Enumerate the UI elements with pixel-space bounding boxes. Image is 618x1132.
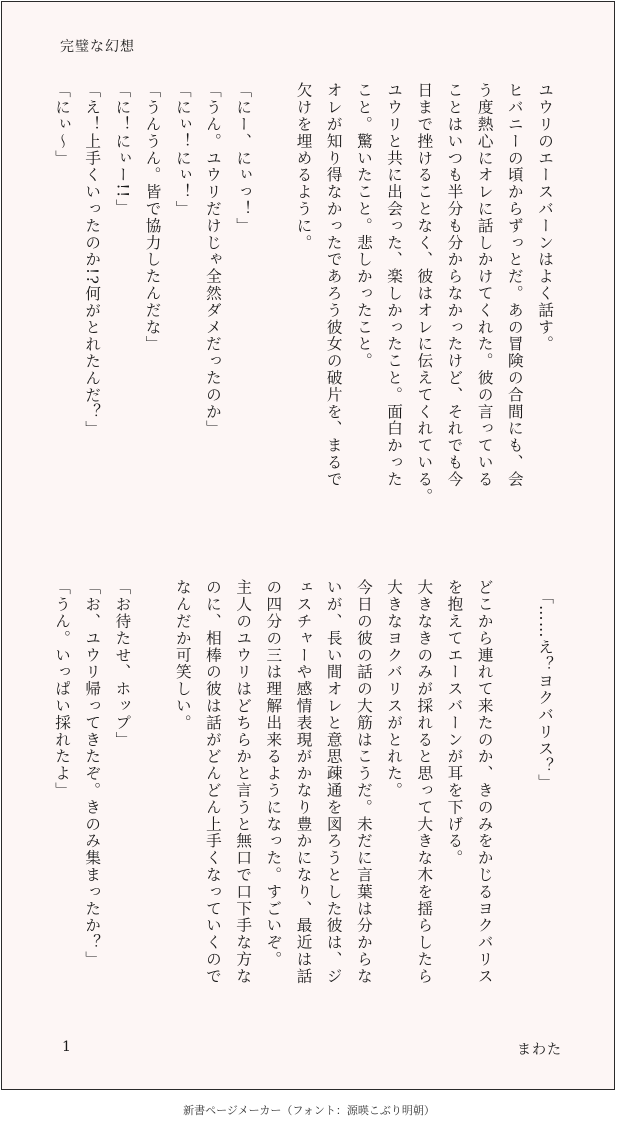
text-column: ユウリと共に出会った、楽しかったこと。面白かった [385, 82, 404, 488]
text-column: 「にぃ！にぃ！」 [173, 82, 192, 218]
text-column: 「に！にぃー!!」 [113, 82, 132, 216]
text-column: ヒバニーの頃からずっとだ。あの冒険の合間にも、会 [505, 82, 524, 488]
text-column: ユウリのエースバーンはよく話す。 [536, 82, 554, 353]
text-column: 「お待たせ、ホップ」 [113, 579, 132, 748]
book-page [1, 1, 615, 1090]
text-column: 「うんうん。皆で協力したんだな」 [143, 82, 162, 353]
text-column: 大きなきのみが採れると思って大きな木を揺らしたら [415, 579, 434, 985]
text-column: ことはいつも半分も分からなかったけど、それでも今 [445, 82, 464, 488]
text-column: 「……え？ヨクバリス？」 [536, 579, 554, 791]
text-column: 「うん。いっぱい採れたよ」 [53, 579, 71, 799]
text-column: こと。驚いたこと。悲しかったこと。 [354, 82, 373, 370]
generator-credit: 新書ページメーカー（フォント：源暎こぶり明朝） [183, 1104, 435, 1117]
text-column: 「お、ユウリ帰ってきたぞ。きのみ集まったか？」 [83, 579, 102, 968]
text-column: の四分の三は理解出来るようになった。すごいぞ。 [264, 579, 283, 968]
text-column: う度熱心にオレに話しかけてくれた。彼の言っている [475, 82, 494, 488]
text-column: 「うん。ユウリだけじゃ全然ダメだったのか」 [203, 82, 222, 437]
text-column: オレが知り得なかったであろう彼女の破片を、まるで [324, 82, 343, 488]
page-title: 完璧な幻想 [60, 39, 135, 55]
text-column: ェスチャーや感情表現がかなり豊かになり、最近は話 [294, 579, 313, 985]
text-column: どこから連れて来たのか、きのみをかじるヨクバリス [475, 579, 494, 985]
text-column [500, 579, 530, 985]
author-name: まわた [517, 1042, 562, 1058]
text-column: いが、長い間オレと意思疎通を図ろうとした彼は、ジ [324, 579, 343, 985]
text-column: 今日の彼の話の大筋はこうだ。未だに言葉は分からな [354, 579, 373, 985]
text-column: のに、相棒の彼は話がどんどん上手くなっていくので [203, 579, 222, 985]
text-column [137, 579, 167, 985]
page-number: 1 [62, 1039, 71, 1055]
text-block-top [47, 82, 560, 505]
text-column: 欠けを埋めるように。 [294, 82, 313, 251]
text-column: 主人のユウリはどちらかと言うと無口で口下手な方な [234, 579, 253, 985]
text-column: 「にぃ〜」 [53, 82, 71, 167]
text-column [258, 82, 288, 505]
text-column: 「え！上手くいったのか!?何がとれたんだ？」 [83, 82, 102, 438]
text-block-bottom [47, 579, 560, 985]
text-column: なんだか可笑しい。 [173, 579, 192, 732]
text-column: 大きなヨクバリスがとれた。 [385, 579, 404, 799]
text-column: を抱えてエースバーンが耳を下げる。 [445, 579, 464, 867]
text-column: 「にー、にぃっ！」 [234, 82, 253, 235]
text-column: 日まで挫けることなく、彼はオレに伝えてくれている。 [415, 82, 434, 505]
